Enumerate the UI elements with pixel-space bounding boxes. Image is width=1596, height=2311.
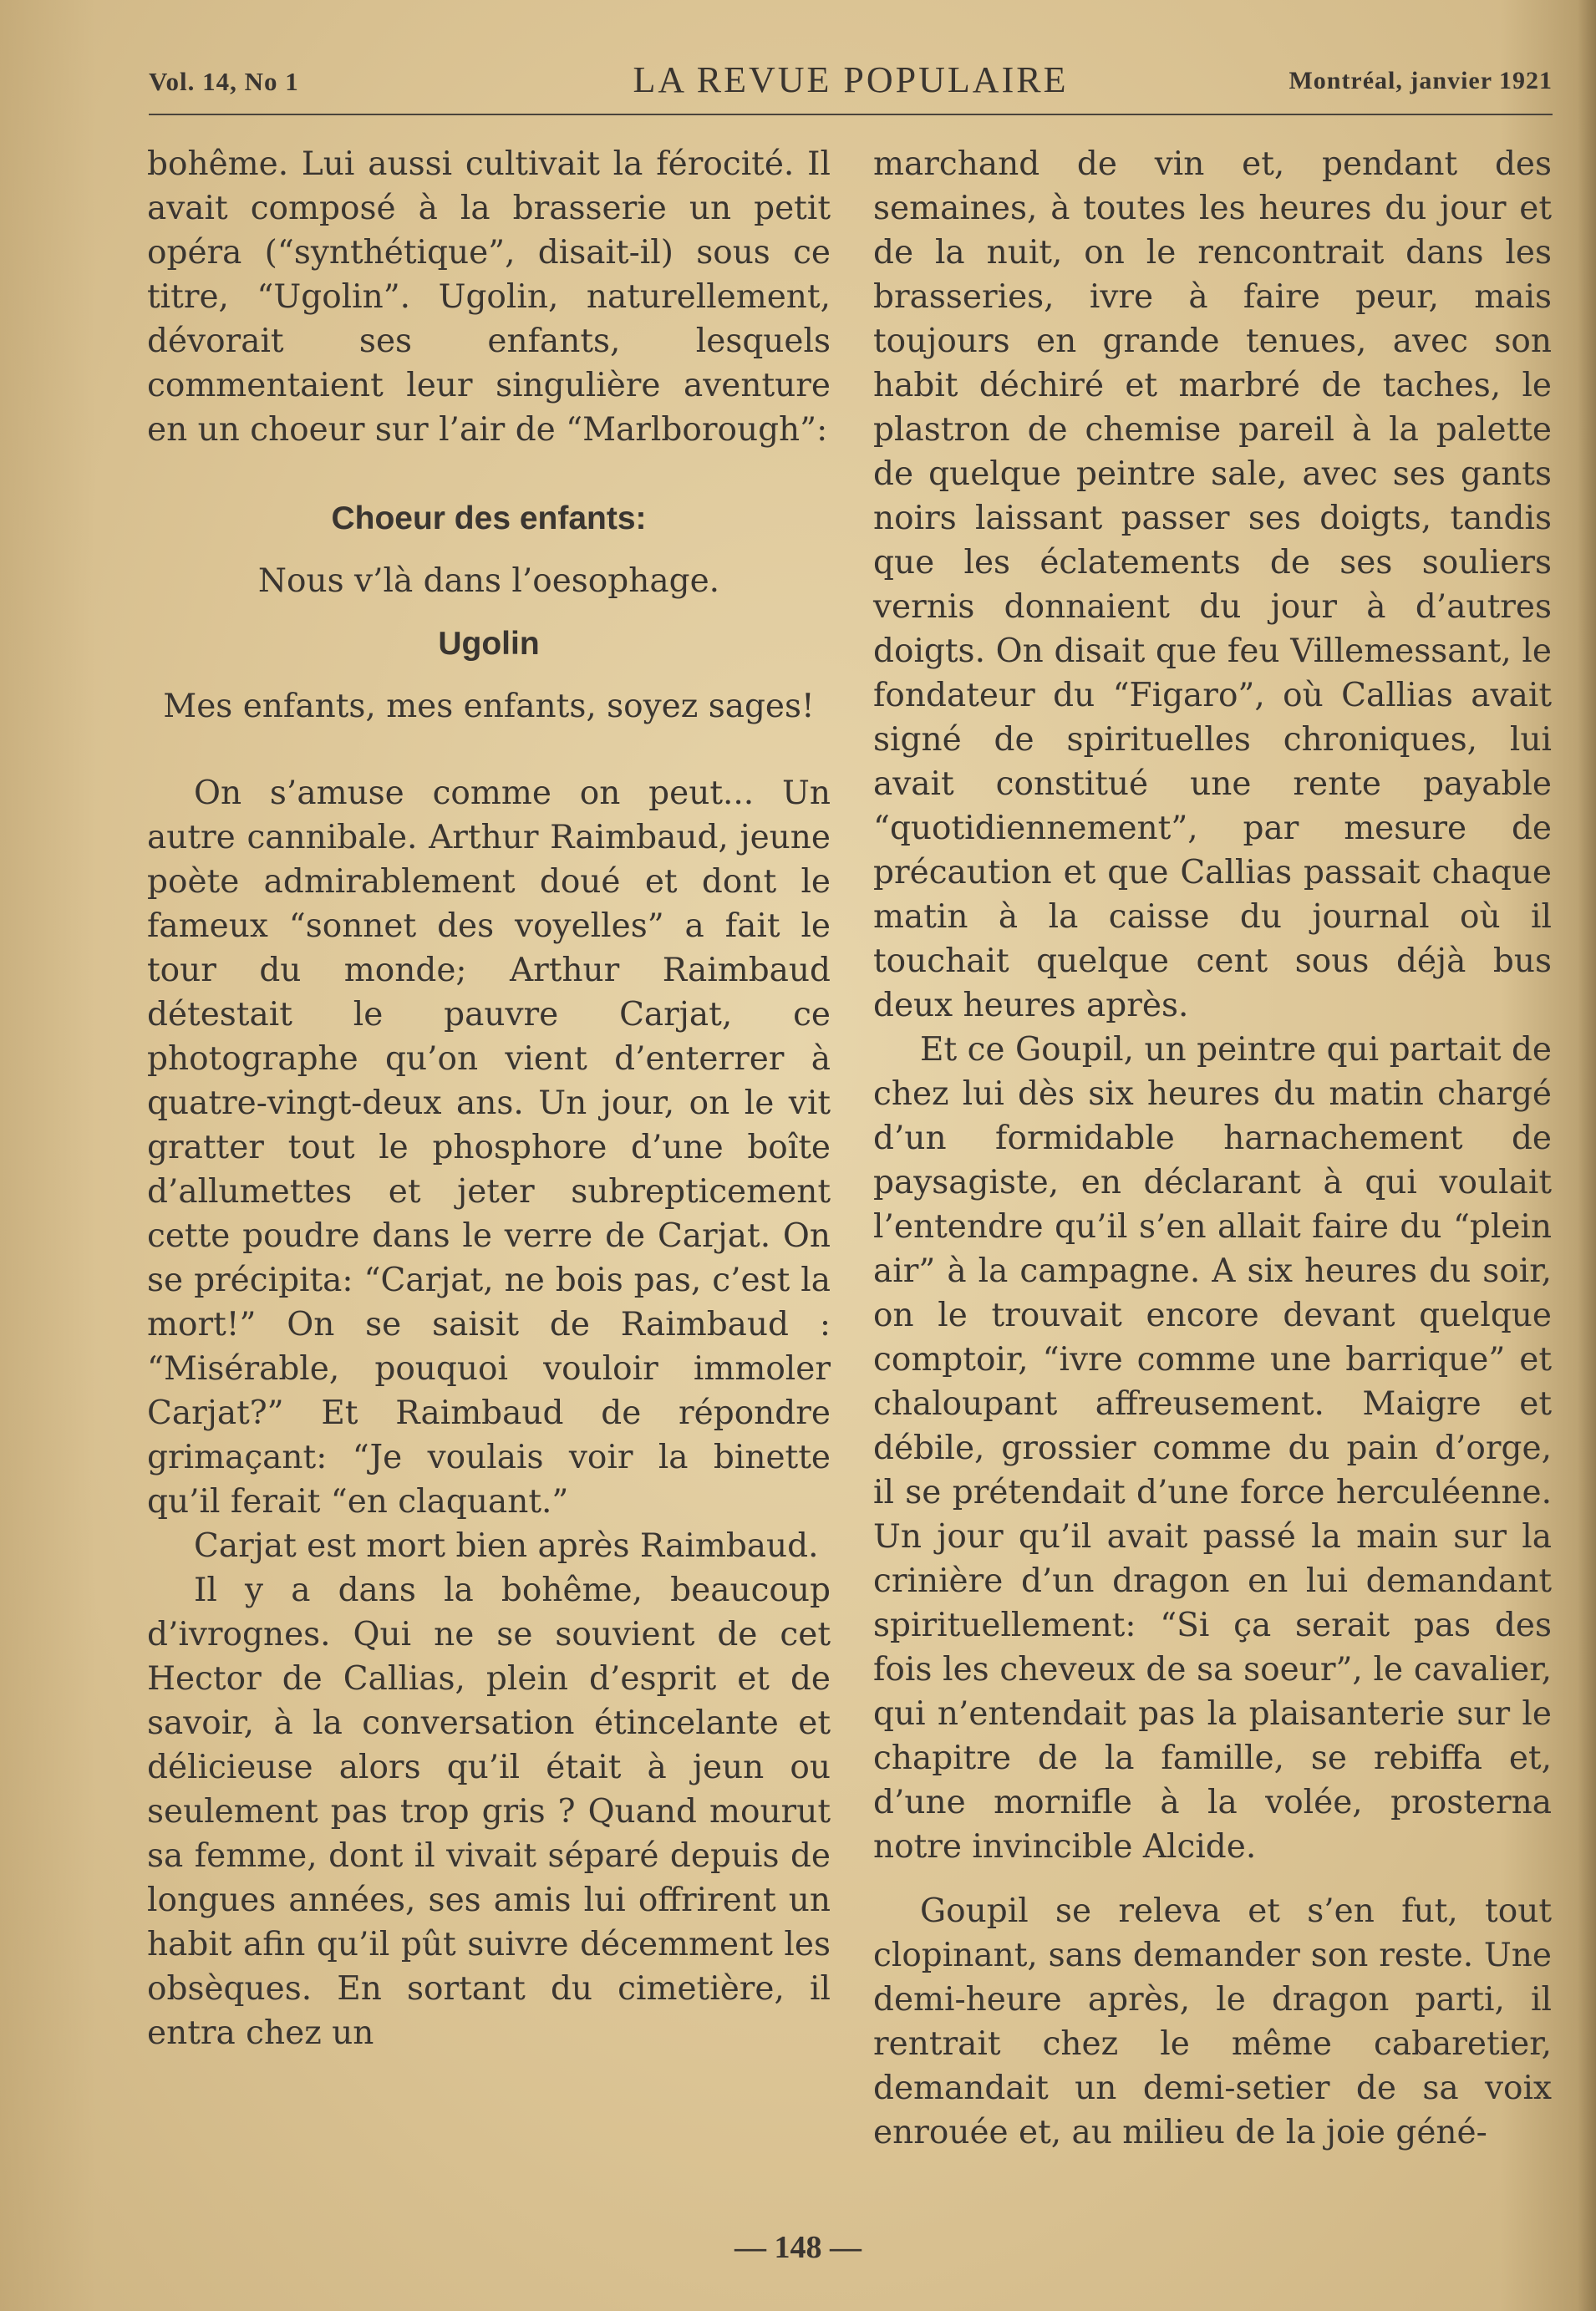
left-column xyxy=(147,142,831,2055)
right-column xyxy=(873,142,1552,2155)
chorus-verse: Nous v’là dans l’oesophage. xyxy=(257,562,720,600)
paragraph-goupil-aftermath: Goupil se releva et s’en fut, tout clopinant, sans demander son reste. Une demi-heure après, le dragon parti, il rentrait chez le même cabaretier, demandait un demi-setier de sa voix enrouée et, au milieu de la joie géné- xyxy=(873,1892,1552,2151)
paragraph-ugolin-intro: bohême. Lui aussi cultivait la férocité. Il avait composé à la brasserie un petit opéra (“synthétique”, disait-il) sous ce titre, “Ugolin”. Ugolin, naturellement, dévorait ses enfants, lesquels commentaient leur singulière aventure en un choeur sur l’air de “Marlborough”: xyxy=(147,145,831,449)
paragraph-carjat-death: Carjat est mort bien après Raimbaud. xyxy=(194,1527,819,1565)
paragraph-callias-continued: marchand de vin et, pendant des semaines, à toutes les heures du jour et de la nuit, on le rencontrait dans les brasseries, ivre à faire peur, mais toujours en grande tenues, avec son habit déchiré et marbré de taches, le plastron de chemise pareil à la palette de quelque peintre sale, avec ses gants noirs laissant passer ses doigts, tandis que les éclatements de ses souliers vernis donnaient du jour à d’autres doigts. On disait que feu Villemessant, le fondateur du “Figaro”, où Callias avait signé de spirituelles chroniques, lui avait constitué une rente payable “quotidiennement”, par mesure de précaution et que Callias passait chaque matin à la caisse du journal où il touchait quelque cent sous déjà bus deux heures après. xyxy=(873,145,1552,1024)
issue-date: Montréal, janvier 1921 xyxy=(1288,67,1553,94)
chorus-heading: Choeur des enfants: xyxy=(331,500,647,536)
paragraph-raimbaud: On s’amuse comme on peut... Un autre cannibale. Arthur Raimbaud, jeune poète admirablement doué et dont le fameux “sonnet des voyelles” a fait le tour du monde; Arthur Raimbaud détestait le pauvre Carjat, ce photographe qu’on vient d’enterrer à quatre-vingt-deux ans. Un jour, on le vit gratter tout le phosphore d’une boîte d’allumettes et jeter subrepticement cette poudre dans le verre de Carjat. On se précipita: “Carjat, ne bois pas, c’est la mort!” On se saisit de Raimbaud : “Misérable, pouquoi vouloir immoler Carjat?” Et Raimbaud de répondre grimaçant: “Je voulais voir la binette qu’il ferait “en claquant.” xyxy=(147,775,831,1521)
ugolin-verse: Mes enfants, mes enfants, soyez sages! xyxy=(163,688,815,725)
header-rule xyxy=(149,114,1553,115)
paragraph-callias: Il y a dans la bohême, beaucoup d’ivrognes. Qui ne se souvient de cet Hector de Callias, plein d’esprit et de savoir, à la conversation étincelante et délicieuse alors qu’il était à jeun ou seulement pas trop gris ? Quand mourut sa femme, dont il vivait séparé depuis de longues années, ses amis lui offrirent un habit afin qu’il pût suivre décemment les obsèques. En sortant du cimetière, il entra chez un xyxy=(147,1572,831,2052)
publication-title: LA REVUE POPULAIRE xyxy=(633,59,1069,100)
page-edge-shadow xyxy=(1578,0,1596,2311)
volume-number: Vol. 14, No 1 xyxy=(149,67,299,96)
page-header xyxy=(149,55,1553,114)
ugolin-heading: Ugolin xyxy=(438,626,540,662)
page-number: — 148 — xyxy=(734,2230,862,2265)
paragraph-goupil: Et ce Goupil, un peintre qui partait de chez lui dès six heures du matin chargé d’un formidable harnachement de paysagiste, en déclarant à qui voulait l’entendre qu’il s’en allait faire du “plein air” à la campagne. A six heures du soir, on le trouvait encore devant quelque comptoir, “ivre comme une barrique” et chaloupant affreusement. Maigre et débile, grossier comme du pain d’orge, il se prétendait d’une force herculéenne. Un jour qu’il avait passé la main sur la crinière d’un dragon en lui demandant spirituellement: “Si ça serait pas des fois les cheveux de sa soeur”, le cavalier, qui n’entendait pas la plaisanterie sur le chapitre de la famille, se rebiffa et, d’une mornifle à la volée, prosterna notre invincible Alcide. xyxy=(873,1031,1552,1866)
